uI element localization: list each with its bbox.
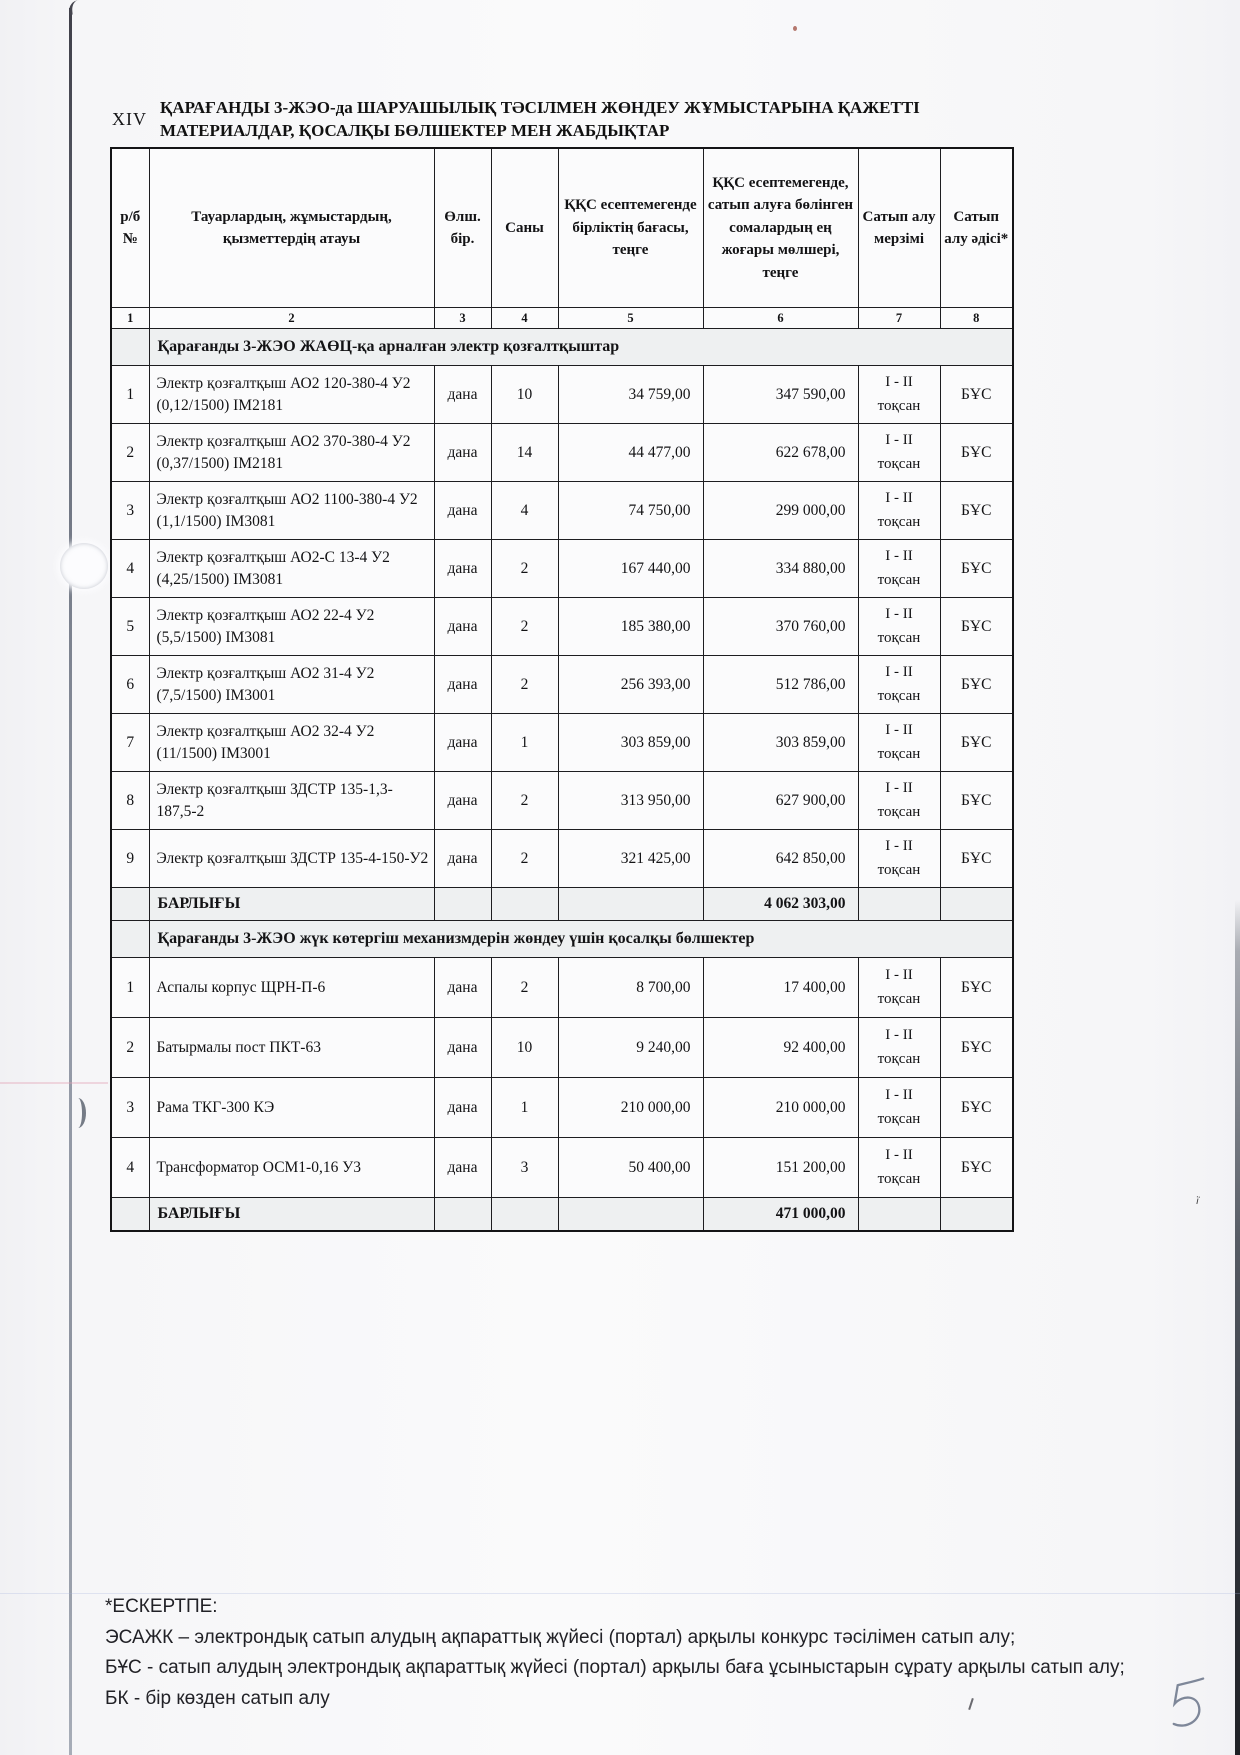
unit-price: 256 393,00 — [558, 656, 703, 714]
item-name: Рама ТКГ-300 КЭ — [149, 1078, 434, 1138]
total-empty-cell — [940, 1198, 1013, 1232]
section-title: Қарағанды 3-ЖЭО жүк көтергіш механизмдерін жөндеу үшін қосалқы бөлшектер — [149, 921, 1013, 958]
table-row — [111, 656, 1013, 714]
unit-price: 303 859,00 — [558, 714, 703, 772]
procurement-table — [110, 147, 1014, 1232]
purchase-method: БҰС — [940, 540, 1013, 598]
quantity: 3 — [491, 1138, 558, 1198]
purchase-method: БҰС — [940, 772, 1013, 830]
max-sum: 622 678,00 — [703, 424, 858, 482]
col-header-unit-price: ҚҚС есептемегенде бірліктің бағасы, теңге — [558, 148, 703, 308]
purchase-period: I - II тоқсан — [858, 714, 940, 772]
footnote-line: БҰС - сатып алудың электрондық ақпараттық жүйесі (портал) арқылы баға ұсыныстарын сұрату арқылы сатып алу; — [105, 1657, 1125, 1678]
table-row — [111, 1018, 1013, 1078]
column-number: 2 — [149, 308, 434, 329]
row-number: 4 — [111, 1138, 149, 1198]
unit: дана — [434, 1138, 491, 1198]
item-name: Электр қозғалтқыш ЗДСТР 135-1,3-187,5-2 — [149, 772, 434, 830]
section-row-number-cell — [111, 329, 149, 366]
item-name: Электр қозғалтқыш АО2-С 13-4 У2 (4,25/1500) IM3081 — [149, 540, 434, 598]
unit: дана — [434, 1018, 491, 1078]
table-header-row — [111, 148, 1013, 308]
hole-punch — [60, 543, 108, 589]
max-sum: 151 200,00 — [703, 1138, 858, 1198]
total-empty-cell — [111, 888, 149, 921]
paper-corner-shadow — [68, 0, 92, 15]
unit: дана — [434, 772, 491, 830]
quantity: 2 — [491, 830, 558, 888]
table-row — [111, 714, 1013, 772]
unit-price: 74 750,00 — [558, 482, 703, 540]
purchase-method: БҰС — [940, 424, 1013, 482]
quantity: 2 — [491, 598, 558, 656]
section-title: Қарағанды 3-ЖЭО ЖАӨЦ-қа арналған электр қозғалтқыштар — [149, 329, 1013, 366]
table-row — [111, 482, 1013, 540]
column-number: 5 — [558, 308, 703, 329]
footnote-line: БК - бір көзден сатып алу — [105, 1687, 330, 1709]
column-number: 8 — [940, 308, 1013, 329]
table-row — [111, 1078, 1013, 1138]
col-header-max-sum: ҚҚС есептемегенде, сатып алуға бөлінген сомалардың ең жоғары мөлшері, теңге — [703, 148, 858, 308]
purchase-period: I - II тоқсан — [858, 598, 940, 656]
unit-price: 313 950,00 — [558, 772, 703, 830]
total-empty-cell — [434, 888, 491, 921]
purchase-method: БҰС — [940, 366, 1013, 424]
unit: дана — [434, 366, 491, 424]
row-number: 8 — [111, 772, 149, 830]
purchase-period: I - II тоқсан — [858, 1078, 940, 1138]
quantity: 1 — [491, 1078, 558, 1138]
max-sum: 370 760,00 — [703, 598, 858, 656]
quantity: 2 — [491, 656, 558, 714]
row-number: 2 — [111, 424, 149, 482]
section-row-number-cell — [111, 921, 149, 958]
item-name: Аспалы корпус ЩРН-П-6 — [149, 958, 434, 1018]
handwritten-page-number — [1165, 1674, 1217, 1739]
quantity: 4 — [491, 482, 558, 540]
table-row — [111, 958, 1013, 1018]
table-row — [111, 1138, 1013, 1198]
purchase-method: БҰС — [940, 598, 1013, 656]
footnote-line: ЭСАЖК – электрондық сатып алудың ақпараттық жүйесі (портал) арқылы конкурс тәсілімен сатып алу; — [105, 1626, 1016, 1648]
section-number: XIV — [112, 108, 147, 129]
item-name: Электр қозғалтқыш АО2 120-380-4 У2 (0,12/1500) IM2181 — [149, 366, 434, 424]
purchase-period: I - II тоқсан — [858, 482, 940, 540]
unit: дана — [434, 656, 491, 714]
purchase-period: I - II тоқсан — [858, 830, 940, 888]
quantity: 1 — [491, 714, 558, 772]
item-name: Электр қозғалтқыш АО2 31-4 У2 (7,5/1500) IM3001 — [149, 656, 434, 714]
quantity: 2 — [491, 772, 558, 830]
ink-dot — [793, 26, 797, 31]
purchase-period: I - II тоқсан — [858, 540, 940, 598]
total-empty-cell — [434, 1198, 491, 1232]
unit-price: 167 440,00 — [558, 540, 703, 598]
max-sum: 210 000,00 — [703, 1078, 858, 1138]
unit: дана — [434, 714, 491, 772]
table-row — [111, 830, 1013, 888]
unit: дана — [434, 482, 491, 540]
col-header-item-name: Тауарлардың, жұмыстардың, қызметтердің атауы — [149, 148, 434, 308]
total-empty-cell — [858, 1198, 940, 1232]
quantity: 2 — [491, 958, 558, 1018]
purchase-method: БҰС — [940, 958, 1013, 1018]
row-number: 1 — [111, 958, 149, 1018]
item-name: Электр қозғалтқыш АО2 22-4 У2 (5,5/1500) IM3081 — [149, 598, 434, 656]
unit: дана — [434, 830, 491, 888]
max-sum: 642 850,00 — [703, 830, 858, 888]
row-number: 6 — [111, 656, 149, 714]
document-header — [112, 96, 1017, 143]
table-row — [111, 366, 1013, 424]
paper-edge-mark — [70, 1098, 86, 1128]
purchase-method: БҰС — [940, 1018, 1013, 1078]
max-sum: 334 880,00 — [703, 540, 858, 598]
column-number: 3 — [434, 308, 491, 329]
unit: дана — [434, 958, 491, 1018]
unit-price: 8 700,00 — [558, 958, 703, 1018]
max-sum: 512 786,00 — [703, 656, 858, 714]
unit: дана — [434, 424, 491, 482]
unit-price: 9 240,00 — [558, 1018, 703, 1078]
purchase-method: БҰС — [940, 830, 1013, 888]
table-row — [111, 772, 1013, 830]
footnotes — [105, 1592, 1145, 1714]
column-number: 4 — [491, 308, 558, 329]
item-name: Электр қозғалтқыш АО2 1100-380-4 У2 (1,1/1500) IM3081 — [149, 482, 434, 540]
total-empty-cell — [558, 888, 703, 921]
total-sum: 4 062 303,00 — [703, 888, 858, 921]
item-name: Электр қозғалтқыш АО2 32-4 У2 (11/1500) IM3001 — [149, 714, 434, 772]
quantity: 10 — [491, 1018, 558, 1078]
column-number: 7 — [858, 308, 940, 329]
purchase-period: I - II тоқсан — [858, 958, 940, 1018]
row-number: 3 — [111, 1078, 149, 1138]
unit-price: 321 425,00 — [558, 830, 703, 888]
column-number: 6 — [703, 308, 858, 329]
row-number: 3 — [111, 482, 149, 540]
scan-line-artifact — [0, 1082, 108, 1084]
row-number: 7 — [111, 714, 149, 772]
table-row — [111, 540, 1013, 598]
quantity: 2 — [491, 540, 558, 598]
purchase-period: I - II тоқсан — [858, 656, 940, 714]
table-row — [111, 598, 1013, 656]
row-number: 2 — [111, 1018, 149, 1078]
table-row — [111, 424, 1013, 482]
ink-speck: ї — [1194, 1195, 1200, 1208]
max-sum: 17 400,00 — [703, 958, 858, 1018]
footnote-title: *ЕСКЕРТПЕ: — [105, 1596, 218, 1617]
table-container — [110, 147, 1014, 1232]
purchase-period: I - II тоқсан — [858, 772, 940, 830]
row-number: 1 — [111, 366, 149, 424]
column-number: 1 — [111, 308, 149, 329]
unit-price: 210 000,00 — [558, 1078, 703, 1138]
purchase-period: I - II тоқсан — [858, 1138, 940, 1198]
section-header-row — [111, 921, 1013, 958]
unit-price: 185 380,00 — [558, 598, 703, 656]
col-header-method: Сатып алу әдісі* — [940, 148, 1013, 308]
col-header-quantity: Саны — [491, 148, 558, 308]
table-body — [111, 329, 1013, 1232]
max-sum: 347 590,00 — [703, 366, 858, 424]
purchase-period: I - II тоқсан — [858, 366, 940, 424]
max-sum: 303 859,00 — [703, 714, 858, 772]
purchase-method: БҰС — [940, 482, 1013, 540]
col-header-period: Сатып алу мерзімі — [858, 148, 940, 308]
total-empty-cell — [858, 888, 940, 921]
page-title: ҚАРАҒАНДЫ 3-ЖЭО-да ШАРУАШЫЛЫҚ ТӘСІЛМЕН ЖӨНДЕУ ЖҰМЫСТАРЫНА ҚАЖЕТТІ МАТЕРИАЛДАР, ҚОСАЛҚЫ БӨЛШЕКТЕР МЕН ЖАБДЫҚТАР — [160, 98, 920, 141]
purchase-period: I - II тоқсан — [858, 1018, 940, 1078]
item-name: Электр қозғалтқыш АО2 370-380-4 У2 (0,37/1500) IM2181 — [149, 424, 434, 482]
total-empty-cell — [111, 1198, 149, 1232]
total-label: БАРЛЫҒЫ — [149, 888, 434, 921]
row-number: 5 — [111, 598, 149, 656]
unit: дана — [434, 540, 491, 598]
total-row — [111, 1198, 1013, 1232]
purchase-method: БҰС — [940, 1138, 1013, 1198]
item-name: Трансформатор ОСМ1-0,16 У3 — [149, 1138, 434, 1198]
quantity: 14 — [491, 424, 558, 482]
total-empty-cell — [558, 1198, 703, 1232]
scan-edge-right — [1235, 900, 1240, 1755]
purchase-method: БҰС — [940, 714, 1013, 772]
item-name: Батырмалы пост ПКТ-63 — [149, 1018, 434, 1078]
row-number: 9 — [111, 830, 149, 888]
total-row — [111, 888, 1013, 921]
total-empty-cell — [491, 888, 558, 921]
quantity: 10 — [491, 366, 558, 424]
col-header-unit: Өлш. бір. — [434, 148, 491, 308]
total-sum: 471 000,00 — [703, 1198, 858, 1232]
unit: дана — [434, 598, 491, 656]
max-sum: 299 000,00 — [703, 482, 858, 540]
max-sum: 92 400,00 — [703, 1018, 858, 1078]
unit-price: 44 477,00 — [558, 424, 703, 482]
section-header-row — [111, 329, 1013, 366]
unit-price: 34 759,00 — [558, 366, 703, 424]
item-name: Электр қозғалтқыш ЗДСТР 135-4-150-У2 — [149, 830, 434, 888]
purchase-period: I - II тоқсан — [858, 424, 940, 482]
total-empty-cell — [491, 1198, 558, 1232]
row-number: 4 — [111, 540, 149, 598]
paper-edge-shadow — [69, 8, 72, 1755]
total-empty-cell — [940, 888, 1013, 921]
unit-price: 50 400,00 — [558, 1138, 703, 1198]
col-header-row-number: р/б № — [111, 148, 149, 308]
unit: дана — [434, 1078, 491, 1138]
purchase-method: БҰС — [940, 1078, 1013, 1138]
max-sum: 627 900,00 — [703, 772, 858, 830]
purchase-method: БҰС — [940, 656, 1013, 714]
total-label: БАРЛЫҒЫ — [149, 1198, 434, 1232]
column-number-row — [111, 308, 1013, 329]
